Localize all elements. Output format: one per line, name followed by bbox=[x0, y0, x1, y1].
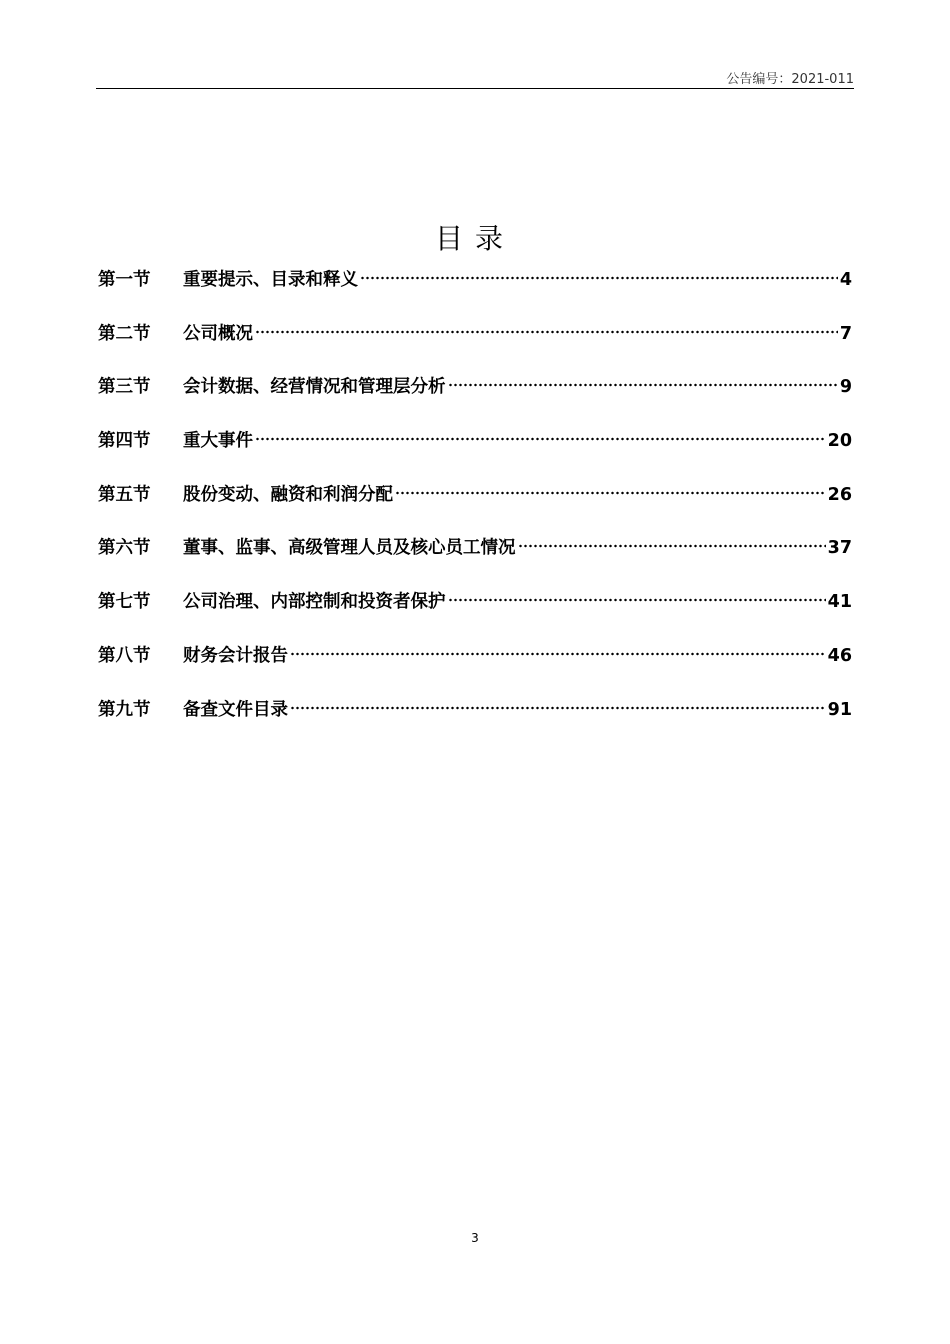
toc-page-number: 91 bbox=[827, 699, 852, 720]
toc-page-number: 46 bbox=[827, 645, 852, 666]
toc-entry[interactable] bbox=[98, 642, 852, 696]
toc-dot-leader bbox=[290, 651, 826, 657]
toc-page-number: 4 bbox=[839, 270, 852, 290]
toc-section-number: 第八节 bbox=[98, 645, 151, 666]
toc-entry[interactable] bbox=[98, 534, 852, 588]
toc-section-number: 第九节 bbox=[98, 699, 151, 720]
toc-section-title: 财务会计报告 bbox=[183, 645, 288, 666]
toc-dot-leader bbox=[395, 490, 826, 496]
toc-entry[interactable] bbox=[98, 320, 852, 374]
toc-section-number: 第六节 bbox=[98, 538, 151, 559]
toc-section-number: 第七节 bbox=[98, 592, 151, 613]
announcement-number: 公告编号：2021-011 bbox=[726, 72, 854, 87]
toc-dot-leader bbox=[290, 705, 826, 711]
toc-dot-leader bbox=[360, 275, 838, 281]
toc-dot-leader bbox=[518, 543, 826, 549]
toc-page-number: 7 bbox=[839, 323, 852, 344]
toc-page-number: 9 bbox=[839, 377, 852, 398]
toc-dot-leader bbox=[448, 597, 826, 603]
toc-entry[interactable] bbox=[98, 427, 852, 481]
toc-section-title: 股份变动、融资和利润分配 bbox=[183, 484, 393, 505]
toc-entry[interactable] bbox=[98, 588, 852, 642]
toc-section-number: 第三节 bbox=[98, 377, 151, 398]
header-divider bbox=[96, 88, 854, 89]
toc-section-number: 第二节 bbox=[98, 323, 151, 344]
toc-entry[interactable] bbox=[98, 373, 852, 427]
toc-page-number: 20 bbox=[827, 431, 852, 452]
table-of-contents bbox=[98, 266, 852, 749]
toc-section-number: 第五节 bbox=[98, 484, 151, 505]
toc-dot-leader bbox=[448, 382, 838, 388]
toc-section-title: 重大事件 bbox=[183, 431, 253, 452]
toc-section-number: 第一节 bbox=[98, 270, 151, 290]
toc-title: 目录 bbox=[434, 221, 515, 255]
page-number: 3 bbox=[471, 1231, 479, 1245]
toc-section-title: 董事、监事、高级管理人员及核心员工情况 bbox=[183, 538, 516, 559]
toc-page-number: 41 bbox=[827, 592, 852, 613]
toc-page-number: 26 bbox=[827, 484, 852, 505]
toc-page-number: 37 bbox=[827, 538, 852, 559]
toc-section-title: 备查文件目录 bbox=[183, 699, 288, 720]
toc-dot-leader bbox=[255, 329, 838, 335]
toc-section-title: 会计数据、经营情况和管理层分析 bbox=[183, 377, 446, 398]
toc-dot-leader bbox=[255, 436, 826, 442]
toc-section-title: 公司治理、内部控制和投资者保护 bbox=[183, 592, 446, 613]
toc-section-number: 第四节 bbox=[98, 431, 151, 452]
toc-section-title: 公司概况 bbox=[183, 323, 253, 344]
toc-entry[interactable] bbox=[98, 481, 852, 535]
toc-entry[interactable] bbox=[98, 266, 852, 320]
toc-section-title: 重要提示、目录和释义 bbox=[183, 270, 358, 290]
toc-entry[interactable] bbox=[98, 696, 852, 750]
